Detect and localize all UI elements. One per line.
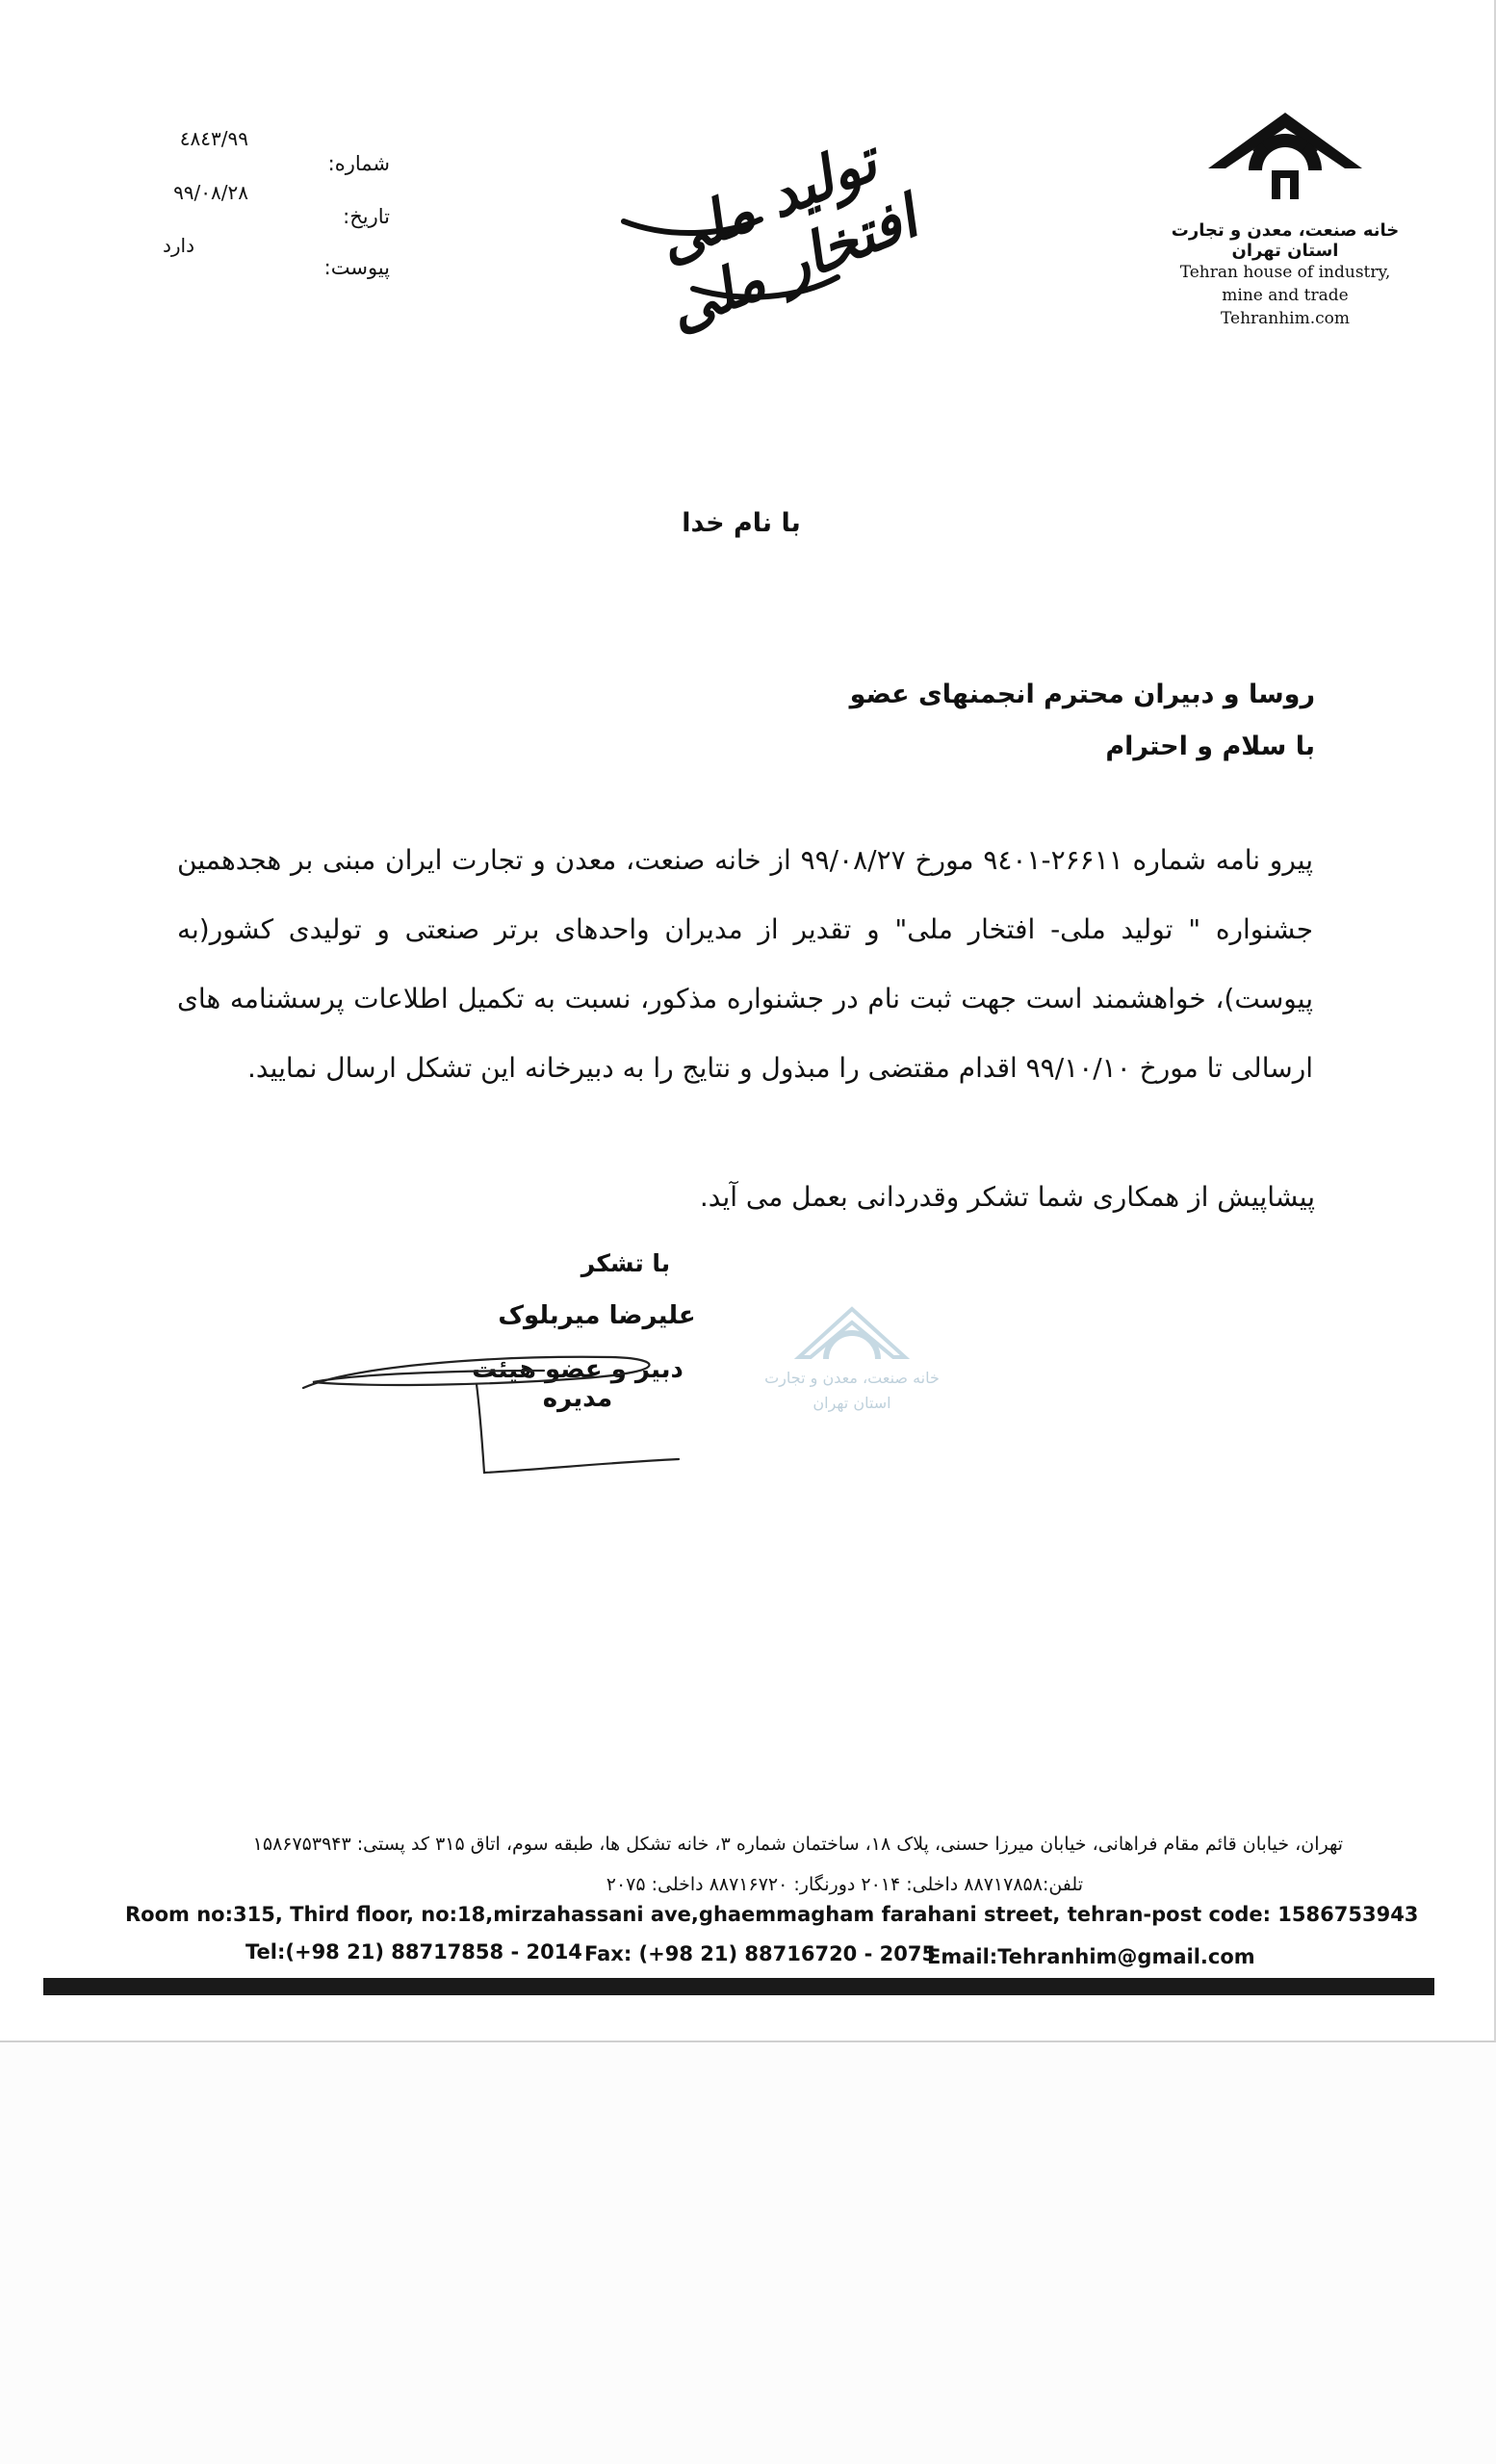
footer-phones-fa: تلفن:۸۸۷۱۷۸۵۸ داخلی: ۲۰۱۴ دورنگار: ۸۸۷۱۶۷۲۰ داخلی: ۲۰۷۵ [606, 1874, 1083, 1895]
footer-fax: Fax: (+98 21) 88716720 - 2075 [584, 1942, 937, 1965]
salutation: با سلام و احترام [1105, 732, 1315, 761]
logo-name-en-line2: mine and trade [1222, 286, 1349, 305]
footer-email: Email:Tehranhim@gmail.com [927, 1945, 1255, 1968]
logo-website: Tehranhim.com [1220, 309, 1351, 328]
invocation: با نام خدا [682, 508, 801, 538]
footer-address-en: Room no:315, Third floor, no:18,mirzahassani ave,ghaemmagham farahani street, tehran-post code: 1586753943 [125, 1903, 1419, 1926]
attachment-label: پیوست: [323, 256, 390, 279]
slogan-text: تولید ملی افتخار ملی [648, 127, 927, 345]
gear-roof-logo-icon [1189, 101, 1381, 217]
slogan-calligraphy [616, 106, 927, 345]
letter-number: ۹۹/٤٨٤٣ [179, 127, 248, 150]
logo-province-fa: استان تهران [1231, 241, 1339, 261]
stamp-text-line1: خانه صنعت، معدن و تجارت [764, 1369, 940, 1387]
letter-date: ۹۹/۰۸/۲۸ [173, 181, 248, 204]
footer-divider-bar [43, 1978, 1434, 1995]
handwritten-signature-icon [294, 1328, 698, 1492]
footer-address-fa: تهران، خیابان قائم مقام فراهانی، خیابان میرزا حسنی، پلاک ۱۸، ساختمان شماره ۳، خانه تشکل ها، طبقه سوم، اتاق ۳۱۵ کد پستی: ۱۵۸۶۷۵۳۹۴۳ [252, 1834, 1343, 1855]
stamp-text-line2: استان تهران [812, 1394, 891, 1412]
logo-name-en-line1: Tehran house of industry, [1179, 263, 1391, 282]
logo-name-fa: خانه صنعت، معدن و تجارت [1171, 220, 1400, 241]
signatory-name: علیرضا میربلوک [498, 1301, 696, 1330]
number-label: شماره: [327, 152, 390, 175]
stamp [741, 1280, 963, 1434]
addressee: روسا و دبیران محترم انجمنهای عضو [849, 680, 1315, 709]
footer-tel: Tel:(+98 21) 88717858 - 2014 [245, 1940, 582, 1964]
letter-closing: پیشاپیش از همکاری شما تشکر وقدردانی بعمل می آید. [699, 1181, 1315, 1213]
attachment-value: دارد [162, 234, 194, 257]
letter-body: پیرو نامه شماره ۲۶۶۱۱-۹٤۰۱ مورخ ۹۹/۰۸/۲۷ از خانه صنعت، معدن و تجارت ایران مبنی بر هجدهمین جشنواره " تولید ملی- افتخار ملی" و تقدیر از مدیران واحدهای برتر صنعتی و تولیدی کشور(به پیوست)، خواهشمند است جهت ثبت نام در جشنواره مذکور، نسبت به تکمیل اطلاعات پرسشنامه های ارسالی تا مورخ ۹۹/۱۰/۱۰ اقدام مقتضی را مبذول و نتایج را به دبیرخانه این تشکل ارسال نمایید. [177, 844, 1314, 1084]
signatory-title: دبیر و عضو هیئت مدیره [472, 1355, 684, 1413]
scan-background [0, 2042, 1496, 2464]
stamp-logo-icon [741, 1280, 963, 1376]
date-label: تاریخ: [343, 205, 390, 228]
signature-thanks: با تشکر [580, 1249, 671, 1277]
organization-logo [1170, 101, 1401, 330]
